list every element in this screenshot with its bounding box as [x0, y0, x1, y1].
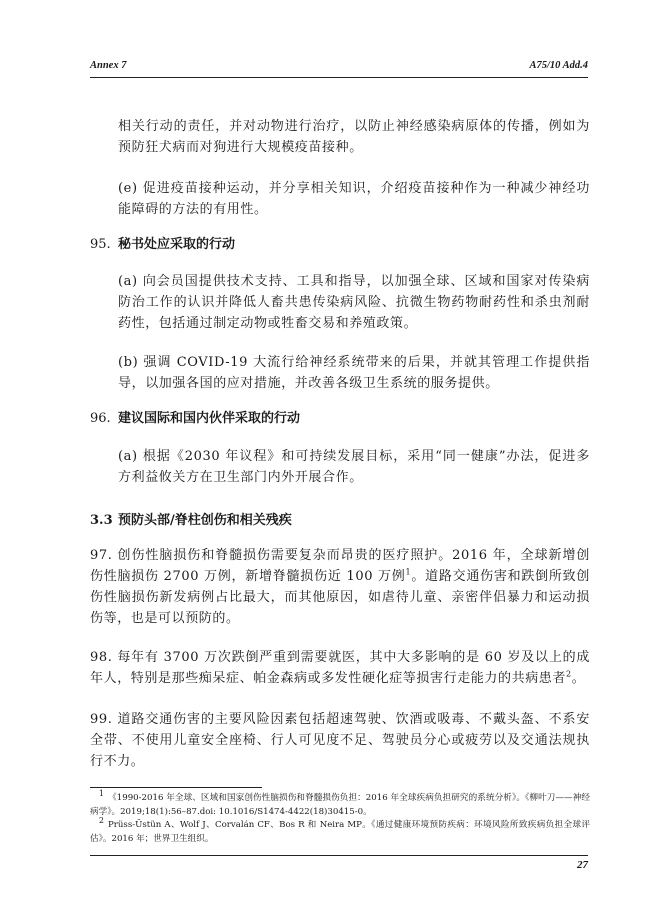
paragraph-99: 99. 道路交通伤害的主要风险因素包括超速驾驶、饮酒或吸毒、不戴头盔、不系安全带、不使用儿童安全座椅、行人可见度不足、驾驶员分心或疲劳以及交通法规执行不力。 — [90, 712, 590, 769]
heading-96-title: 建议国际和国内伙伴采取的行动 — [118, 411, 301, 426]
footnote-2: $^2$ Prüss-Üstün A、Wolf J、Corvalán CF、Bos R 和 Neira MP。《通过健康环境预防疾病：环境风险所致疾病负担全球评估》。2016 年；世界卫生组织。 — [90, 816, 590, 844]
section-3-3-number: 3.3 — [90, 513, 113, 528]
footnote-1-text: 《1990-2016 年全球、区域和国家创伤性脑损伤和脊髓损伤负担：2016 年全球疾病负担研究的系统分析》。《柳叶刀——神经病学》。2019;18(1):56–87.doi: 10.1016/S1474-4422(18)30415-0。 — [90, 793, 590, 817]
paragraph-95a: (a) 向会员国提供技术支持、工具和指导，以加强全球、区域和国家对传染病防治工作的认识并降低人畜共患传染病风险、抗微生物药物耐药性和杀虫剂耐药性，包括通过制定动物或牲畜交易和养殖政策。 — [118, 274, 590, 331]
heading-95 — [90, 236, 235, 254]
footnote-1: $^1$ 《1990-2016 年全球、区域和国家创伤性脑损伤和脊髓损伤负担：2016 年全球疾病负担研究的系统分析》。《柳叶刀——神经病学》。2019;18(1):56–87.doi: 10.1016/S1474-4422(18)30415-0。 — [90, 789, 590, 817]
header-annex: Annex 7 — [90, 60, 127, 71]
paragraph-98 — [90, 647, 590, 689]
footnote-2-text: Prüss-Üstün A、Wolf J、Corvalán CF、Bos R 和 Neira MP。《通过健康环境预防疾病：环境风险所致疾病负担全球评估》。2016 年；世界卫生组织。 — [90, 820, 590, 844]
footnote-ref-1[interactable]: 1 — [405, 567, 412, 577]
footnote-ref-2[interactable]: 2 — [566, 669, 572, 679]
paragraph-97 — [90, 545, 590, 629]
footnote-rule — [90, 787, 262, 788]
section-3-3-title: 预防头部/脊柱创伤和相关残疾 — [118, 513, 292, 528]
footer-rule — [90, 855, 588, 856]
paragraph-e: (e) 促进疫苗接种运动，并分享相关知识，介绍疫苗接种作为一种减少神经功能障碍的方法的有用性。 — [118, 181, 590, 217]
paragraph-96a: (a) 根据《2030 年议程》和可持续发展目标，采用“同一健康”办法，促进多方利益攸关方在卫生部门内外开展合作。 — [118, 449, 590, 485]
paragraph-95b: (b) 强调 COVID-19 大流行给神经系统带来的后果，并就其管理工作提供指导，以加强各国的应对措施，并改善各级卫生系统的服务提供。 — [118, 355, 590, 391]
paragraph-98-text-cont: 。 — [571, 671, 586, 686]
heading-96 — [90, 410, 300, 428]
page-number: 27 — [577, 859, 588, 871]
section-heading-3-3 — [90, 512, 292, 530]
heading-96-number: 96. — [90, 411, 111, 426]
heading-95-number: 95. — [90, 237, 111, 252]
paragraph-98-text: 98. 每年有 3700 万次跌倒严重到需要就医，其中大多影响的是 60 岁及以上的成年人，特别是那些痴呆症、帕金森病或多发性硬化症等损害行走能力的共病患者 — [90, 650, 590, 686]
header-document-code: A75/10 Add.4 — [529, 60, 588, 71]
paragraph-97-text: 97. 创伤性脑损伤和脊髓损伤需要复杂而昂贵的医疗照护。2016 年，全球新增创伤性脑损伤 2700 万例，新增脊髓损伤近 100 万例 — [90, 548, 590, 584]
heading-95-title: 秘书处应采取的行动 — [118, 237, 236, 252]
paragraph-97-text-cont: 。道路交通伤害和跌倒所致创伤性脑损伤新发病例占比最大，而其他原因，如虐待儿童、亲密伴侣暴力和运动损伤等，也是可以预防的。 — [90, 569, 590, 626]
header-rule — [90, 77, 588, 78]
paragraph-continued: 相关行动的责任，并对动物进行治疗，以防止神经感染病原体的传播，例如为预防狂犬病而对狗进行大规模疫苗接种。 — [118, 119, 590, 155]
